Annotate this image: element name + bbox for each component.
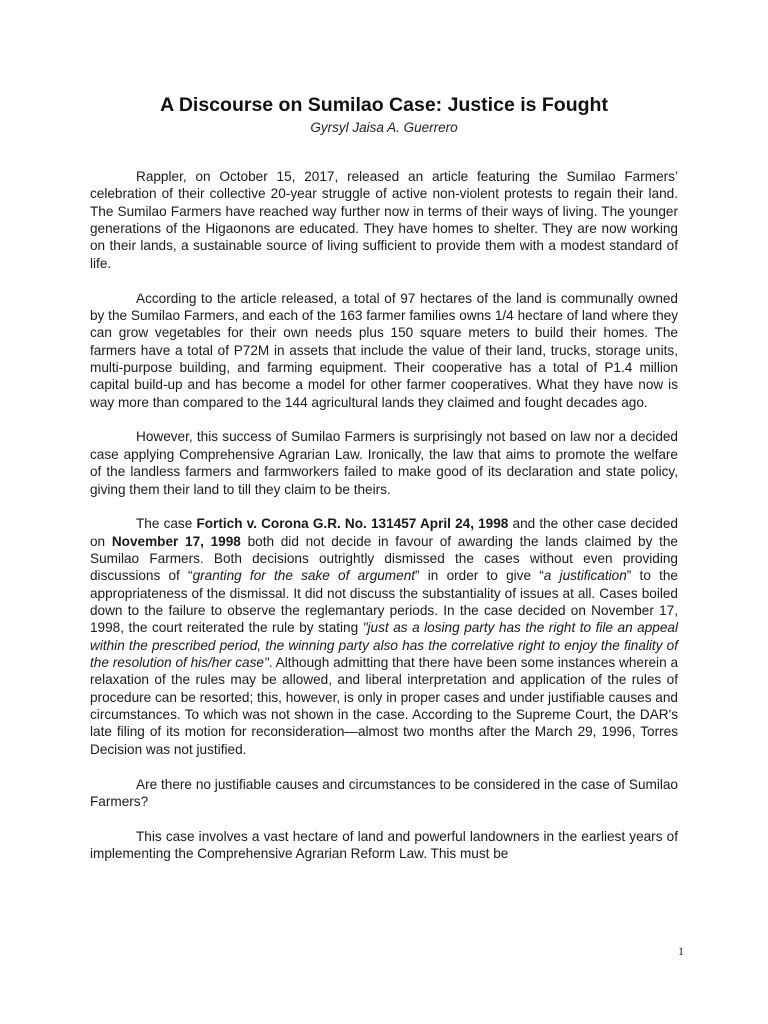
paragraph-question: Are there no justifiable causes and circumstances to be considered in the case of Sumilao Farmers? xyxy=(90,776,678,809)
case-date: November 17, 1998 xyxy=(111,533,241,549)
paragraph-fortich-case xyxy=(90,515,678,758)
text-run: ” to the appropriateness of the dismissal. It did not discuss the substantiality of issues at all. Cases boiled down to the failure to observe the reglemantary periods. In the case decided on November 17, 1998, the court reiterated the rule by stating xyxy=(90,568,678,636)
text-run: The case xyxy=(136,516,197,532)
paragraph-success-not-law: However, this success of Sumilao Farmers is surprisingly not based on law nor a decided case applying Comprehensive Agrarian Law. Ironically, the law that aims to promote the welfare of the landless farmers and farmworkers failed to make good of its declaration and state policy, giving them their land to till they claim to be theirs. xyxy=(90,429,678,497)
document-author: Gyrsyl Jaisa A. Guerrero xyxy=(310,120,458,135)
paragraph-land-ownership: According to the article released, a total of 97 hectares of the land is communally owned by the Sumilao Farmers, and each of the 163 farmer families owns 1/4 hectare of land where they can grow vegetables for their own needs plus 150 square meters to build their homes. The farmers have a total of P72M in assets that include the value of their land, trucks, storage units, multi-purpose building, and farming equipment. Their cooperative has a total of P1.4 million capital build-up and has become a model for other farmer cooperatives. What they have now is way more than compared to the 144 agricultural lands they claimed and fought decades ago. xyxy=(90,290,678,410)
quoted-phrase: a justification xyxy=(543,568,627,584)
text-run: . Although admitting that there have been some instances wherein a relaxation of the rules may be allowed, and liberal interpretation and application of the rules of procedure can be resorted; this, however, is only in proper cases and under justifiable causes and circumstances. To which was not shown in the case. According to the Supreme Court, the DAR's late filing of its motion for reconsideration—almost two months after the March 29, 1996, Torres Decision was not justified. xyxy=(90,655,678,757)
case-citation: Fortich v. Corona G.R. No. 131457 April 24, 1998 xyxy=(196,516,509,532)
quoted-phrase: granting for the sake of argument xyxy=(192,568,416,584)
court-quote: "just as a losing party has the right to file an appeal within the prescribed period, the winning party also has the correlative right to enjoy the finality of the resolution of his/her case" xyxy=(90,620,678,671)
document-title: A Discourse on Sumilao Case: Justice is Fought xyxy=(160,94,608,116)
document-body xyxy=(90,168,678,863)
page-number: 1 xyxy=(678,944,684,958)
text-run: and the other case decided on xyxy=(90,516,678,549)
paragraph-vast-hectare: This case involves a vast hectare of land and powerful landowners in the earliest years of implementing the Comprehensive Agrarian Reform Law. This must be xyxy=(90,828,678,862)
text-run: ” in order to give “ xyxy=(415,568,544,584)
text-run: both did not decide in favour of awarding the lands claimed by the Sumilao Farmers. Both decisions outrightly dismissed the cases without even providing discussions of “ xyxy=(90,533,678,584)
paragraph-rappler-article: Rappler, on October 15, 2017, released an article featuring the Sumilao Farmers’ celebration of their collective 20-year struggle of active non-violent protests to regain their land. The Sumilao Farmers have reached way further now in terms of their ways of living. The younger generations of the Higaonons are educated. They have homes to shelter. They are now working on their lands, a sustainable source of living sufficient to provide them with a modest standard of life. xyxy=(90,169,678,271)
